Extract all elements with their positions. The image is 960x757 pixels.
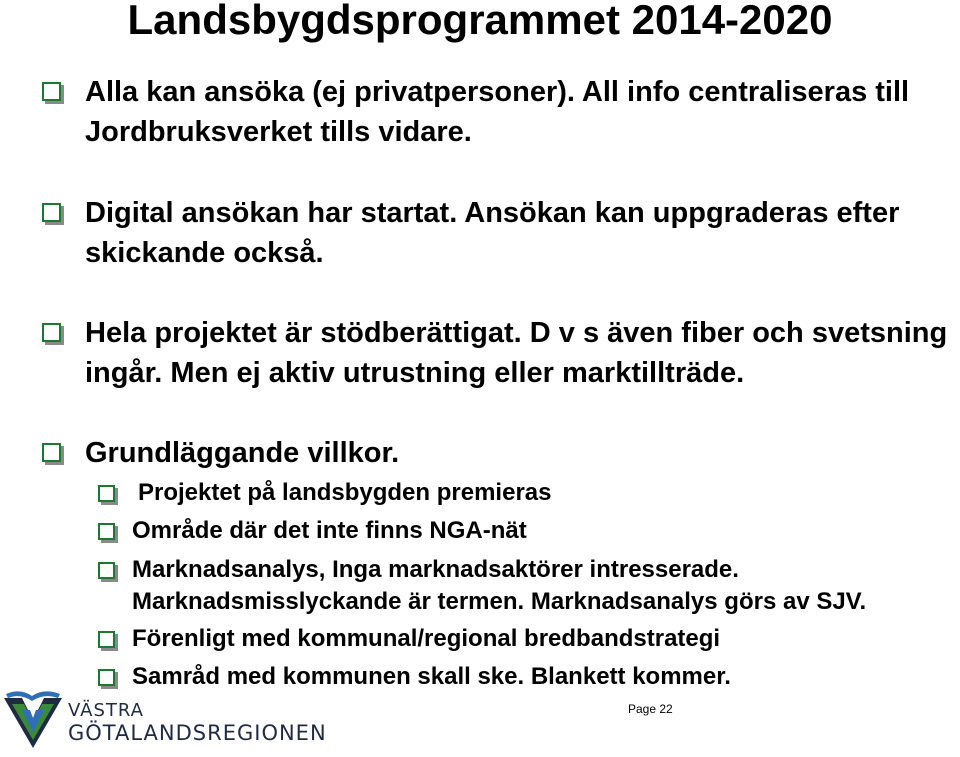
vastra-gotalandsregionen-logo-icon <box>2 690 64 752</box>
checkbox-bullet-icon <box>98 562 115 579</box>
sub-bullet-text: Marknadsanalys, Inga marknadsaktörer intresserade. Marknadsmisslyckande är termen. Marknadsanalys görs av SJV. <box>132 556 867 615</box>
sub-bullet-text: Projektet på landsbygden premieras <box>138 479 552 506</box>
bullet-item <box>42 313 952 393</box>
sub-bullet-text: Område där det inte finns NGA-nät <box>132 517 527 544</box>
sub-bullet-text: Samråd med kommunen skall ske. Blankett kommer. <box>132 663 731 690</box>
sub-bullet-item <box>98 554 958 618</box>
bullet-item <box>42 72 952 152</box>
checkbox-bullet-icon <box>98 631 115 648</box>
checkbox-bullet-icon <box>98 523 115 540</box>
checkbox-bullet-icon <box>42 203 61 222</box>
bullet-item <box>42 193 952 273</box>
bullet-text: Hela projektet är stödberättigat. D v s även fiber och svetsning ingår. Men ej aktiv utrustning eller marktillträde. <box>85 317 948 389</box>
sub-bullet-text: Förenligt med kommunal/regional bredbandstrategi <box>132 625 721 652</box>
page-number: Page 22 <box>628 702 673 716</box>
bullet-text: Alla kan ansöka (ej privatpersoner). All info centraliseras till Jordbruksverket tills vidare. <box>85 76 910 148</box>
bullet-item <box>42 433 952 473</box>
sub-bullet-item <box>98 661 958 693</box>
bullet-text: Digital ansökan har startat. Ansökan kan uppgraderas efter skickande också. <box>85 197 900 269</box>
checkbox-bullet-icon <box>42 323 61 342</box>
checkbox-bullet-icon <box>98 669 115 686</box>
bullet-text: Grundläggande villkor. <box>85 437 400 469</box>
logo-text-line1: VÄSTRA <box>68 700 144 721</box>
checkbox-bullet-icon <box>42 82 61 101</box>
logo-text-line2: GÖTALANDSREGIONEN <box>68 721 327 745</box>
slide-title: Landsbygdsprogrammet 2014-2020 <box>127 0 833 43</box>
sub-bullet-item <box>98 515 958 547</box>
checkbox-bullet-icon <box>42 443 61 462</box>
checkbox-bullet-icon <box>98 485 115 502</box>
sub-bullet-item <box>98 623 958 655</box>
sub-bullet-item <box>98 477 958 509</box>
organization-logo <box>2 690 327 752</box>
